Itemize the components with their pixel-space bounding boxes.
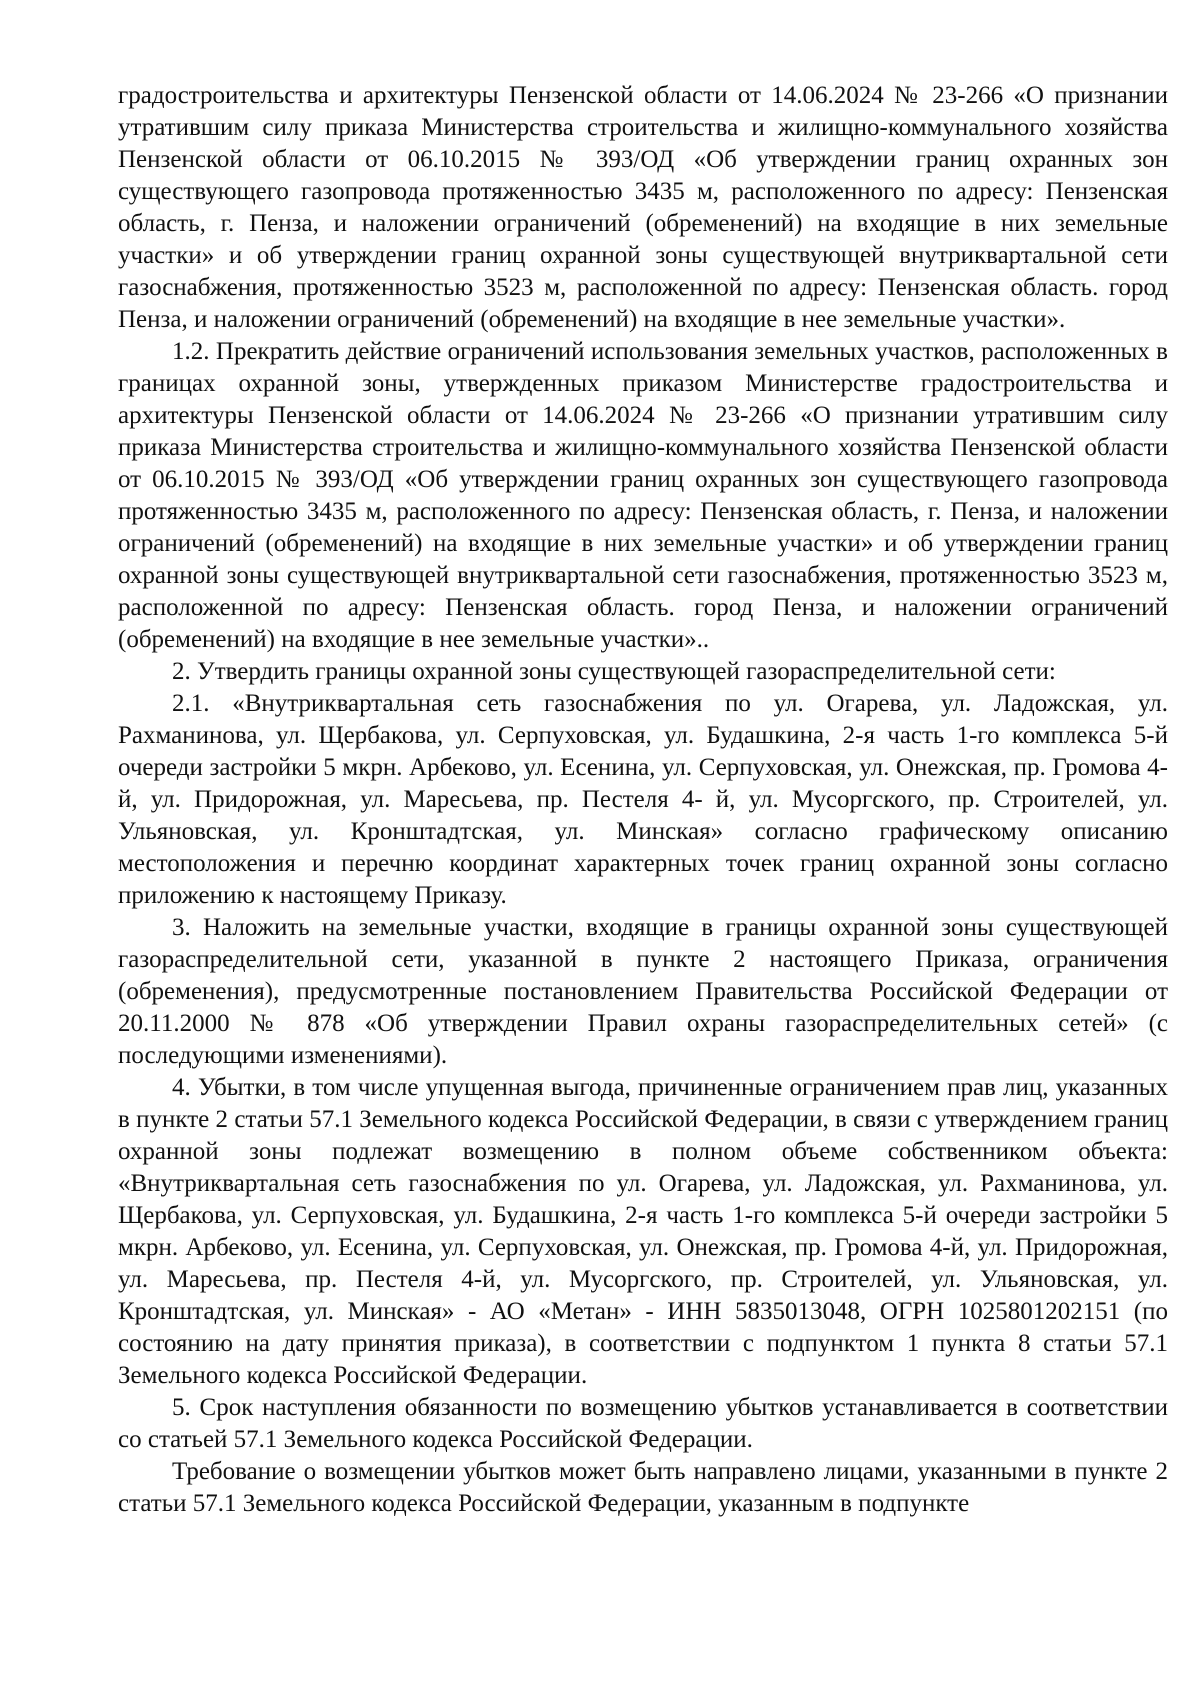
paragraph-2: 2. Утвердить границы охранной зоны существующей газораспределительной сети: [172,658,1056,685]
document-page [118,80,1168,1520]
paragraph-claim: Требование о возмещении убытков может быть направлено лицами, указанными в пункте 2 статьи 57.1 Земельного кодекса Российской Федерации, указанным в подпункте [118,1458,1168,1517]
paragraph-4: 4. Убытки, в том числе упущенная выгода, причиненные ограничением прав лиц, указанных в пункте 2 статьи 57.1 Земельного кодекса Российской Федерации, в связи с утверждением границ охранной зоны подлежат возмещению в полном объеме собственником объекта: «Внутриквартальная сеть газоснабжения по ул. Огарева, ул. Ладожская, ул. Рахманинова, ул. Щербакова, ул. Серпуховская, ул. Будашкина, 2-я часть 1-го комплекса 5-й очереди застройки 5 мкрн. Арбеково, ул. Есенина, ул. Серпуховская, ул. Онежская, пр. Громова 4-й, ул. Придорожная, ул. Маресьева, пр. Пестеля 4-й, ул. Мусоргского, пр. Строителей, ул. Ульяновская, ул. Кронштадтская, ул. Минская» - АО «Метан» - ИНН 5835013048, ОГРН 1025801202151 (по состоянию на дату принятия приказа), в соответствии с подпунктом 1 пункта 8 статьи 57.1 Земельного кодекса Российской Федерации. [118,1074,1168,1389]
paragraph-5: 5. Срок наступления обязанности по возмещению убытков устанавливается в соответствии со статьей 57.1 Земельного кодекса Российской Федерации. [118,1394,1168,1453]
paragraph-2-1: 2.1. «Внутриквартальная сеть газоснабжения по ул. Огарева, ул. Ладожская, ул. Рахманинова, ул. Щербакова, ул. Серпуховская, ул. Будашкина, 2-я часть 1-го комплекса 5-й очереди застройки 5 мкрн. Арбеково, ул. Есенина, ул. Серпуховская, ул. Онежская, пр. Громова 4-й, ул. Придорожная, ул. Маресьева, пр. Пестеля 4- й, ул. Мусоргского, пр. Строителей, ул. Ульяновская, ул. Кронштадтская, ул. Минская» согласно графическому описанию местоположения и перечню координат характерных точек границ охранной зоны согласно приложению к настоящему Приказу. [118,690,1168,909]
paragraph-3: 3. Наложить на земельные участки, входящие в границы охранной зоны существующей газораспределительной сети, указанной в пункте 2 настоящего Приказа, ограничения (обременения), предусмотренные постановлением Правительства Российской Федерации от 20.11.2000 № 878 «Об утверждении Правил охраны газораспределительных сетей» (с последующими изменениями). [118,914,1168,1069]
paragraph-continuation: градостроительства и архитектуры Пензенской области от 14.06.2024 № 23-266 «О признании утратившим силу приказа Министерства строительства и жилищно-коммунального хозяйства Пензенской области от 06.10.2015 № 393/ОД «Об утверждении границ охранных зон существующего газопровода протяженностью 3435 м, расположенного по адресу: Пензенская область, г. Пенза, и наложении ограничений (обременений) на входящие в них земельные участки» и об утверждении границ охранной зоны существующей внутриквартальной сети газоснабжения, протяженностью 3523 м, расположенной по адресу: Пензенская область. город Пенза, и наложении ограничений (обременений) на входящие в нее земельные участки». [118,82,1168,333]
paragraph-1-2: 1.2. Прекратить действие ограничений использования земельных участков, расположенных в границах охранной зоны, утвержденных приказом Министерстве градостроительства и архитектуры Пензенской области от 14.06.2024 № 23-266 «О признании утратившим силу приказа Министерства строительства и жилищно-коммунального хозяйства Пензенской области от 06.10.2015 № 393/ОД «Об утверждении границ охранных зон существующего газопровода протяженностью 3435 м, расположенного по адресу: Пензенская область, г. Пенза, и наложении ограничений (обременений) на входящие в них земельные участки» и об утверждении границ охранной зоны существующей внутриквартальной сети газоснабжения, протяженностью 3523 м, расположенной по адресу: Пензенская область. город Пенза, и наложении ограничений (обременений) на входящие в нее земельные участки».. [118,338,1168,653]
